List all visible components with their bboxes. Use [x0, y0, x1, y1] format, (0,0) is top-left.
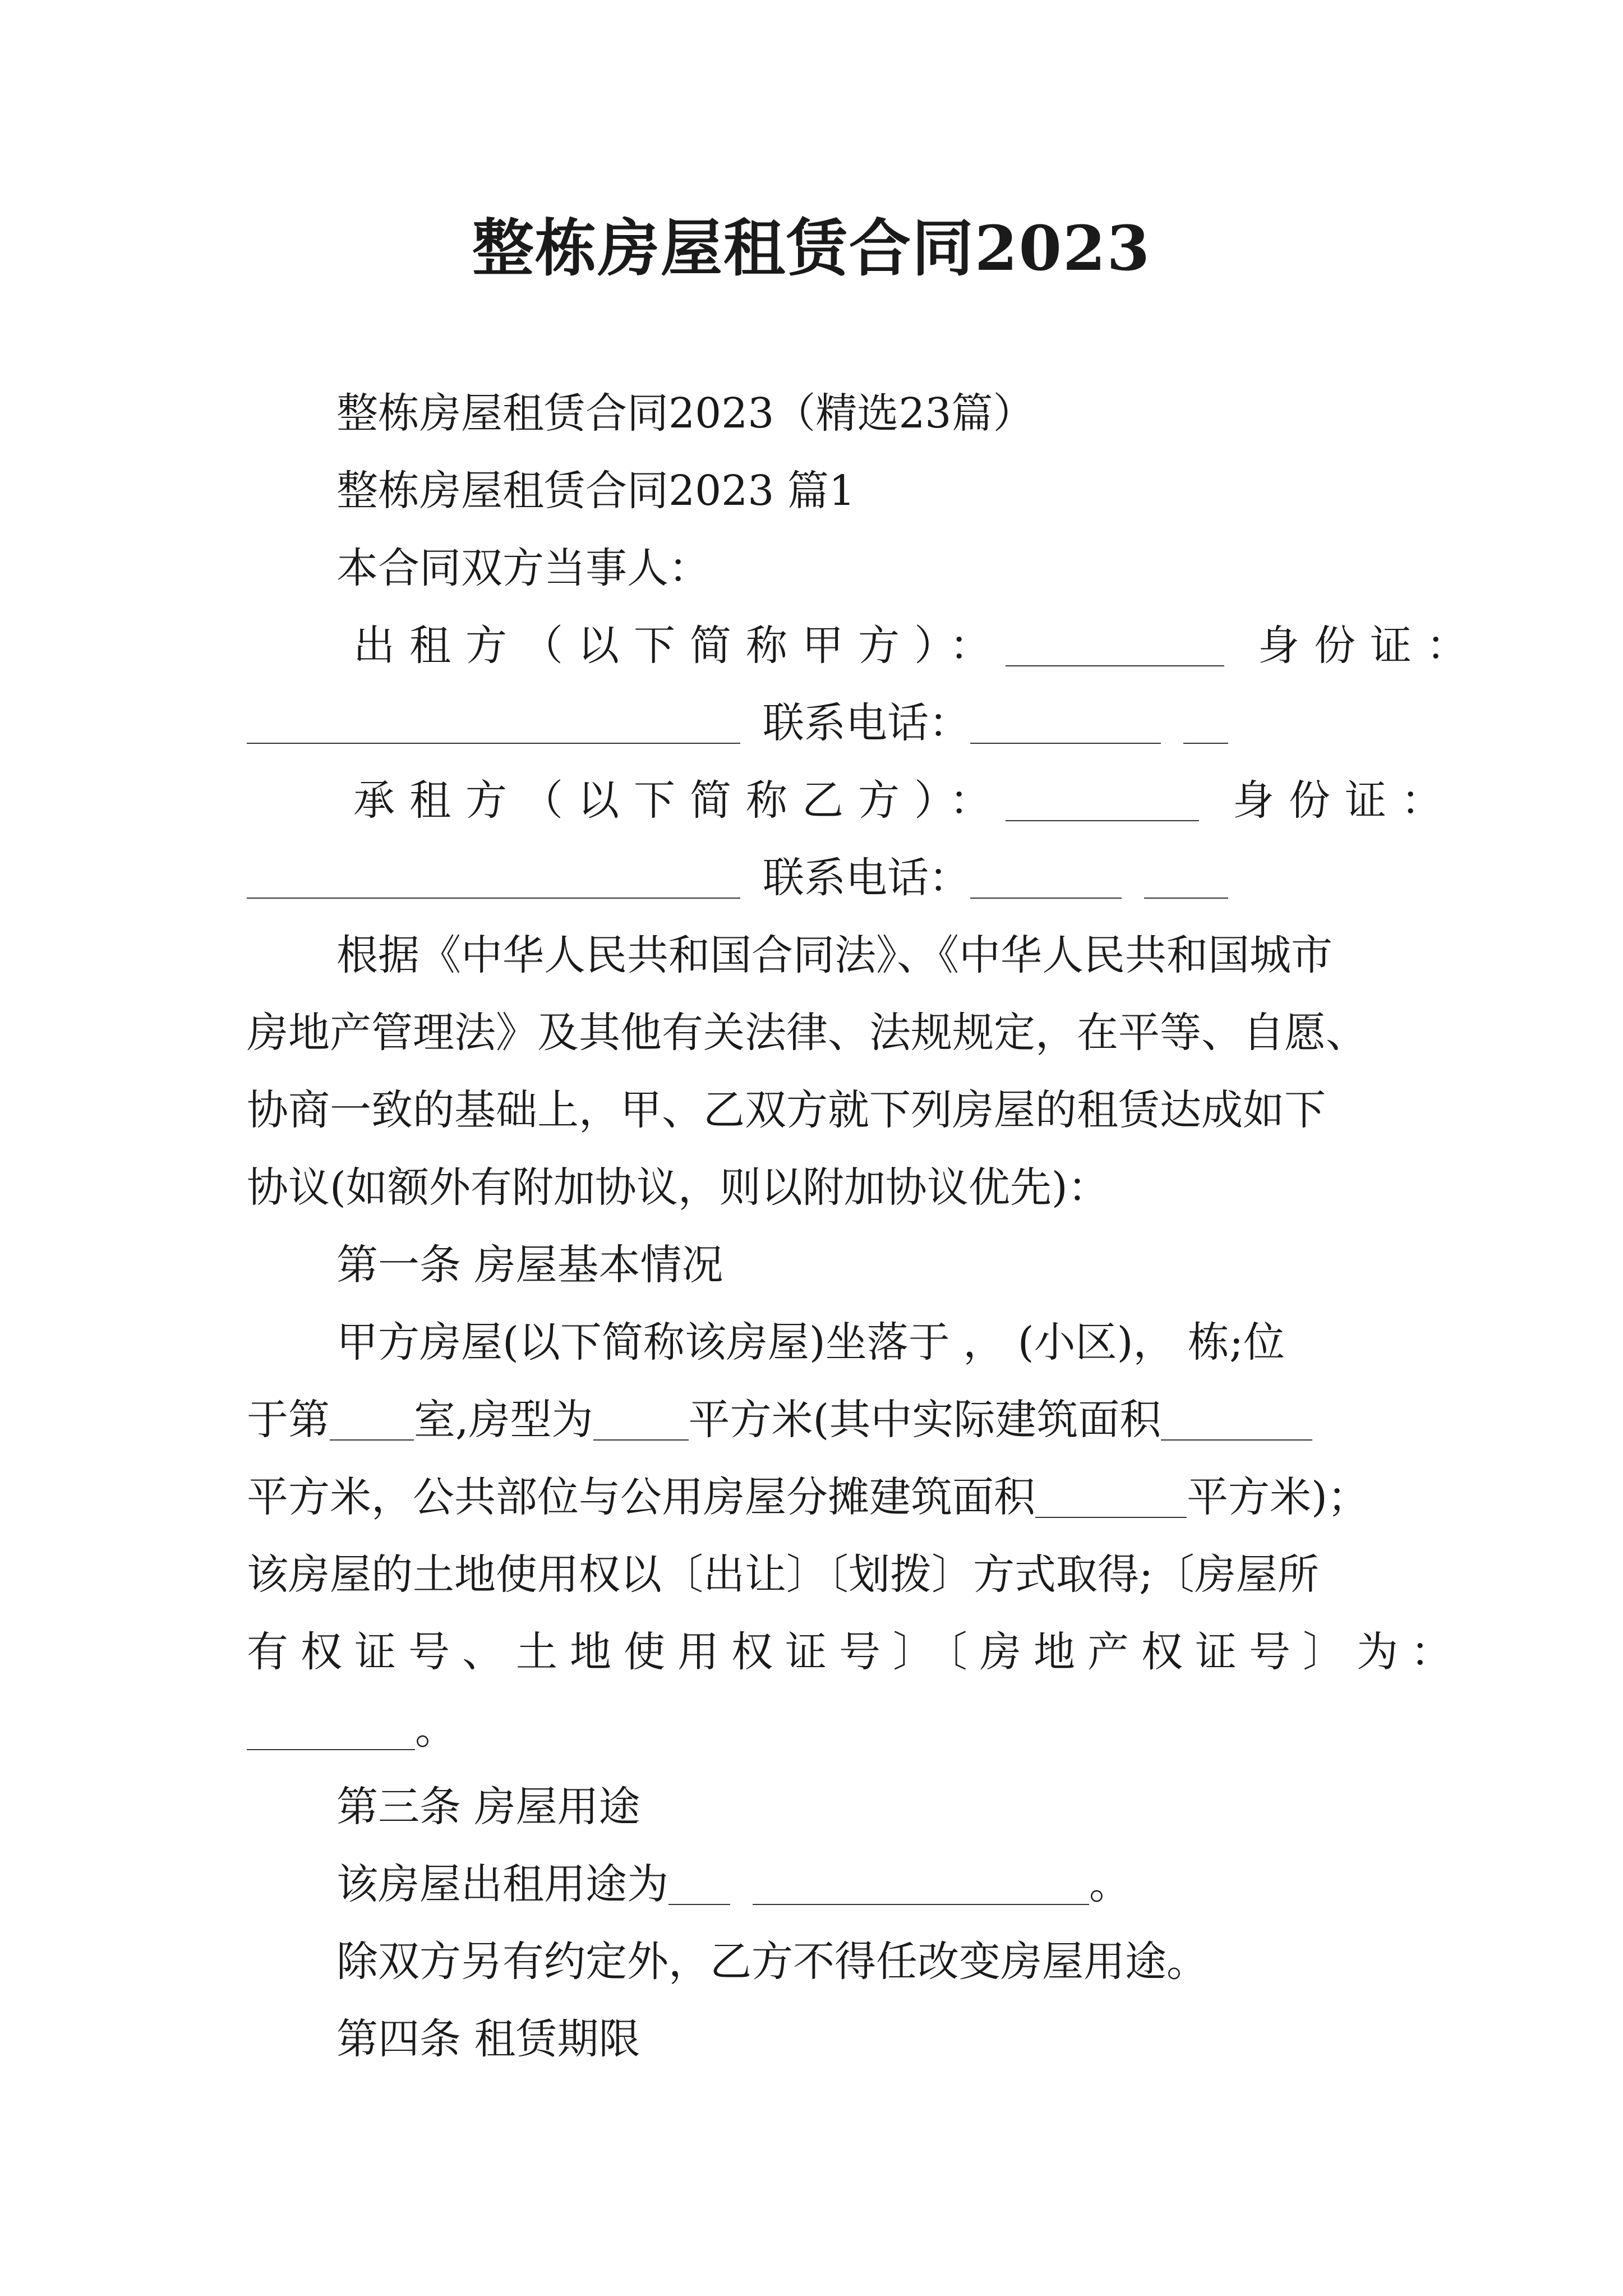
text-segment: 。	[1089, 1860, 1131, 1908]
paragraph-line: 除双方另有约定外，乙方不得任改变房屋用途。	[336, 1938, 1208, 1986]
usage-blank-2	[753, 1868, 1089, 1905]
lessee-name-blank	[1006, 784, 1199, 821]
paragraph-line: 该房屋的土地使用权以〔出让〕〔划拨〕方式取得;〔房屋所	[247, 1550, 1319, 1599]
paragraph-line	[247, 1396, 1312, 1444]
paragraph-line: 协商一致的基础上，甲、乙双方就下列房屋的租赁达成如下	[247, 1086, 1326, 1134]
lessor-phone-blank	[970, 707, 1161, 744]
paragraph-line: 协议(如额外有附加协议，则以附加协议优先)：	[247, 1163, 1109, 1212]
room-type-blank	[593, 1404, 689, 1441]
lessee-line	[353, 776, 1457, 825]
text-segment: 于第	[247, 1396, 330, 1444]
lessee-id-blank	[247, 862, 740, 899]
lessor-label: 出租方（以下简称甲方）：	[353, 622, 1006, 670]
lessee-id-label: 身份证：	[1233, 776, 1457, 825]
document-title: 整栋房屋租赁合同2023	[472, 212, 1151, 284]
paragraph-line: 根据《中华人民共和国合同法》、《中华人民共和国城市	[336, 931, 1332, 979]
actual-area-blank	[1161, 1404, 1312, 1441]
lessee-contact-line	[247, 854, 1228, 902]
lessee-phone-blank-2	[1144, 862, 1228, 899]
paragraph-line	[247, 1705, 457, 1754]
shared-area-blank	[1035, 1481, 1187, 1518]
article-heading: 第四条 租赁期限	[336, 2015, 640, 2063]
usage-blank-1	[668, 1868, 730, 1905]
lessee-label: 承租方（以下简称乙方）：	[353, 776, 1006, 825]
paragraph-line	[247, 1473, 1369, 1521]
lessor-name-blank	[1006, 629, 1224, 666]
article-heading: 第三条 房屋用途	[336, 1783, 640, 1831]
paragraph-line: 有权证号、土地使用权证号〕〔房地产权证号〕为：	[247, 1628, 1464, 1676]
text-segment: 该房屋出租用途为	[336, 1860, 668, 1908]
lessor-phone-label: 联系电话：	[763, 699, 970, 747]
article-heading: 第一条 房屋基本情况	[336, 1241, 723, 1289]
certificate-number-blank	[247, 1713, 415, 1750]
section-heading: 整栋房屋租赁合同2023 篇1	[336, 467, 855, 515]
paragraph-line: 甲方房屋(以下简称该房屋)坐落于 ， (小区)， 栋;位	[336, 1318, 1285, 1366]
paragraph-line	[336, 1860, 1131, 1908]
lessee-phone-blank	[970, 862, 1122, 899]
text-segment: 。	[415, 1705, 457, 1754]
lessee-phone-label: 联系电话：	[763, 854, 970, 902]
lessor-phone-blank-2	[1183, 707, 1228, 744]
text-segment: 平方米)；	[1187, 1473, 1369, 1521]
text-segment: 平方米，公共部位与公用房屋分摊建筑面积	[247, 1473, 1035, 1521]
lessor-line	[353, 622, 1482, 670]
text-segment: 室,房型为	[414, 1396, 593, 1444]
parties-intro: 本合同双方当事人：	[336, 544, 710, 592]
lessor-id-blank	[247, 707, 740, 744]
lessor-contact-line	[247, 699, 1228, 747]
text-segment: 平方米(其中实际建筑面积	[688, 1396, 1161, 1444]
subtitle-line: 整栋房屋租赁合同2023（精选23篇）	[336, 389, 1035, 438]
lessor-id-label: 身份证：	[1258, 622, 1482, 670]
paragraph-line: 房地产管理法》及其他有关法律、法规规定，在平等、自愿、	[247, 1009, 1367, 1057]
room-number-blank	[330, 1404, 414, 1441]
